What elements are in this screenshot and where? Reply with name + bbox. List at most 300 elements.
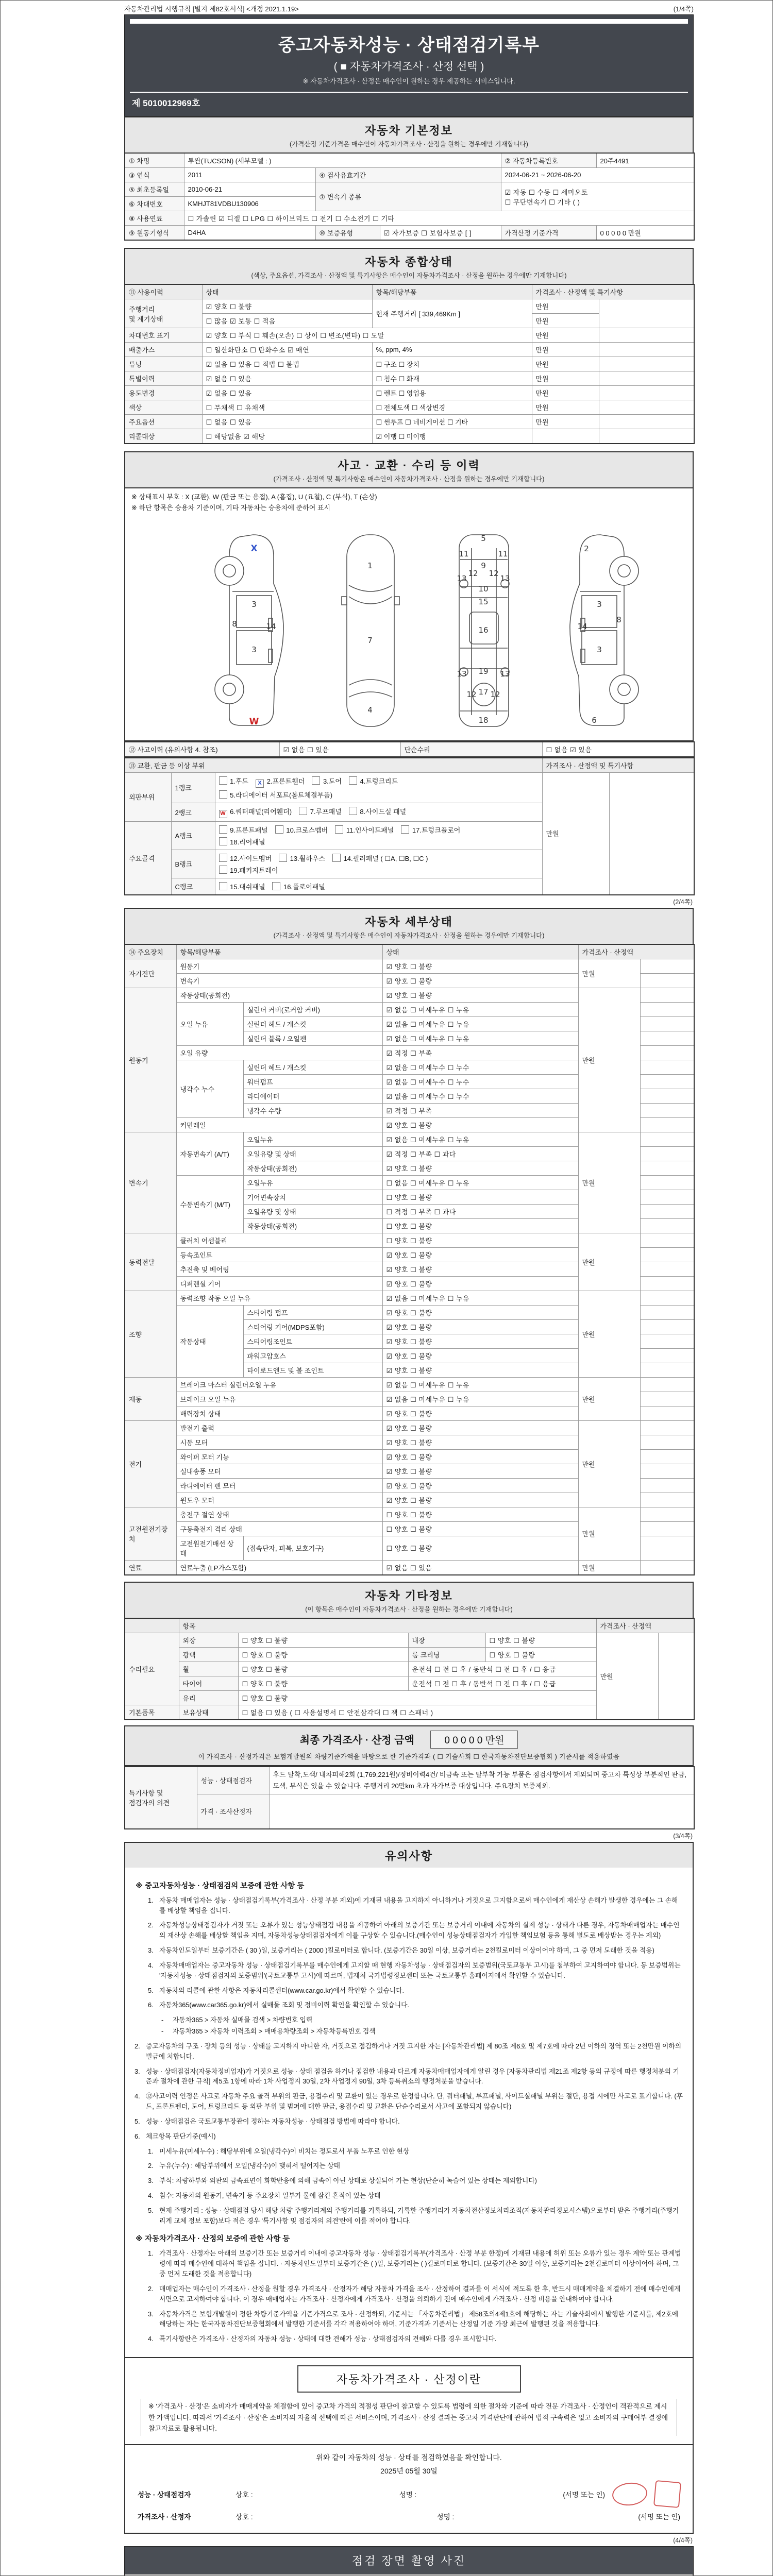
item-label: 브레이크 마스터 실린더오일 누유: [176, 1377, 382, 1392]
polish-checkboxes[interactable]: ☐ 양호 ☐ 불량: [238, 1647, 408, 1662]
document-number: 제 5010012969호: [130, 92, 688, 112]
accident-history-table: [124, 741, 695, 757]
polish-label: 광택: [179, 1647, 238, 1662]
wheel-checkboxes[interactable]: ☐ 양호 ☐ 불량: [238, 1662, 408, 1676]
notice-item: [148, 1920, 683, 1941]
price-cell: 만원: [578, 1233, 640, 1291]
notice-item-number: 4.: [148, 2335, 154, 2343]
rank-label: 1랭크: [171, 772, 215, 803]
checkbox-group[interactable]: ☑ 없음 ☐ 있음 ☐ 적법 ☐ 불법: [202, 357, 372, 371]
checkbox-group[interactable]: ☑ 양호 ☐ 불량: [382, 1363, 578, 1377]
note-cell: [640, 1291, 694, 1305]
summary-row-label: 리콜대상: [125, 429, 202, 444]
checkbox-group[interactable]: ☐ 무채색 ☐ 유채색: [202, 400, 372, 415]
appraiser-company-field: 상호 :: [236, 2513, 253, 2521]
note-cell: [640, 1334, 694, 1348]
item-label: 라디에이터 팬 모터: [176, 1478, 382, 1493]
rank-label: B랭크: [171, 850, 215, 878]
summary-item-cell: %, ppm, 4%: [372, 343, 532, 357]
plate-label: ② 자동차등록번호: [501, 153, 596, 168]
checkbox-group[interactable]: ☐ 없음 ☐ 미세누유 ☐ 누유: [382, 1175, 578, 1190]
notice-item: [148, 2284, 683, 2304]
simple-repair-checkboxes[interactable]: ☐ 없음 ☑ 있음: [542, 742, 694, 757]
accident-history-checkboxes[interactable]: ☑ 없음 ☐ 있음: [279, 742, 400, 757]
checkbox-group[interactable]: ☑ 없음 ☐ 미세누유 ☐ 누유: [382, 1016, 578, 1031]
checkbox-group[interactable]: ☑ 없음 ☐ 미세누유 ☐ 누유: [382, 1392, 578, 1406]
panel-item-checkbox[interactable]: X 2.프론트휀더: [256, 776, 305, 788]
form-header-row: [124, 1, 694, 14]
note-cell: [609, 772, 694, 895]
etc-header: [124, 1582, 694, 1618]
fuel-label: ⑧ 사용연료: [125, 211, 184, 226]
rank-price-header: 가격조사 · 산정액 및 특기사항: [542, 758, 694, 773]
notice-item: [148, 1945, 683, 1956]
panel-number-label: 19: [478, 666, 489, 676]
notice-item-number: -: [161, 2027, 164, 2036]
notices-body: [124, 1868, 694, 2358]
checkbox-group[interactable]: ☑ 양호 ☐ 불량: [382, 973, 578, 988]
panel-item-checkbox[interactable]: 15.대쉬패널: [219, 882, 265, 891]
detail-subtitle: (가격조사 · 산정액 및 특기사항은 매수인이 자동차가격조사 · 산정을 원하는 경우에만 기재합니다): [273, 931, 545, 939]
panel-item-checkbox[interactable]: 12.사이드멤버: [219, 853, 272, 863]
price-cell: 만원: [532, 357, 599, 371]
note-cell: [640, 1218, 694, 1233]
panel-number-label: 15: [478, 597, 489, 606]
checkbox-group[interactable]: ☐ 일산화탄소 ☐ 탄화수소 ☑ 매연: [202, 343, 372, 357]
notice-item-number: 3.: [135, 2067, 140, 2075]
checkbox-group[interactable]: ☑ 양호 ☐ 불량: [382, 1406, 578, 1420]
exchange-mark-label: X: [250, 543, 258, 554]
note-cell: [640, 1204, 694, 1218]
note-cell: [640, 1478, 694, 1493]
vin-label: ⑥ 차대번호: [125, 197, 184, 211]
checkbox-group[interactable]: ☑ 양호 ☐ 불량: [382, 1464, 578, 1478]
checkbox-group[interactable]: ☑ 없음 ☐ 미세누유 ☐ 누유: [382, 1377, 578, 1392]
price-cell: 만원: [532, 299, 599, 314]
checkbox-icon: [349, 807, 357, 815]
panel-item-checkbox[interactable]: 10.크로스멤버: [275, 825, 328, 835]
panel-item-checkbox[interactable]: 14.필러패널 ( ☐A, ☐B, ☐C ): [332, 853, 428, 863]
subitem-label: 오일유량 및 상태: [243, 1146, 382, 1161]
item-label: 브레이크 오일 누유: [176, 1392, 382, 1406]
note-cell: [640, 1493, 694, 1507]
subitem-label: 타이로드엔드 및 볼 조인트: [243, 1363, 382, 1377]
engine-type-label: ⑨ 원동기형식: [125, 226, 184, 241]
summary-row-label: 주요옵션: [125, 415, 202, 429]
note-cell: [640, 1377, 694, 1392]
price-cell: 만원: [578, 1377, 640, 1420]
item-label: 윈도우 모터: [176, 1493, 382, 1507]
notice-item-number: 1.: [148, 1896, 154, 1904]
subitem-label: 실린더 헤드 / 개스킷: [243, 1060, 382, 1074]
appraisal-definition-body: ※ '가격조사 · 산정'은 소비자가 매매계약을 체결함에 있어 중고차 가격의 적절성 판단에 참고할 수 있도록 법령에 의한 절차와 기준에 따라 전문 가격조사 · 산정인이 객관적으로 제시한 가액입니다. 따라서 '가격조사 · 산정'은 소비자의 자율적 선택에 따른 서비스이며, 가격조사 · 산정 결과는 중고차 가격판단에 관하여 법적 구속력은 없고 소비자의 구매여부 결정에 참고자료로 활용됩니다.: [141, 2399, 677, 2436]
notice-item-text: 가격조사 · 산정자는 아래의 보증기간 또는 보증거리 이내에 중고자동차 성능 · 상태점검기록부(가격조사 · 산정 부분 한정)에 기재된 내용에 허위 또는 오류가 있는 경우 계약 또는 관계법령에 따라 매수인에 대하여 책임을 집니다. · 자동차인도일부터 보증기간은 ( )일, 보증거리는 ( )킬로미터로 합니다. (보증기간은 30일 이상, 보증거리는 2천킬로미터 이상이어야 하며, 그 중 먼저 도래한 것을 적용합니다): [159, 2249, 681, 2278]
notice-item: [148, 2191, 683, 2201]
summary-item-cell: 현재 주행거리 [ 339,469Km ]: [372, 299, 532, 328]
notice-item-text: 현재 주행거리 : 성능 · 상태점검 당시 해당 차량 주행거리계의 주행거리를 기록하되, 기록한 주행거리가 자동차전산정보처리조직(자동차관리정보시스템)으로부터 받은 주행거리(주행거리계 교체 정보 포함)보다 적은 경우 '특기사항 및 점검자의 의견'란에 이를 적어야 합니다.: [159, 2206, 679, 2225]
checkbox-group[interactable]: ☑ 양호 ☐ 불량: [382, 1262, 578, 1276]
checkbox-group[interactable]: ☑ 양호 ☐ 불량: [382, 1117, 578, 1132]
checkbox-group[interactable]: ☐ 없음 ☐ 있음: [202, 415, 372, 429]
notice-item-text: 침수: 자동차의 원동기, 변속기 등 주요장치 일부가 물에 잠긴 흔적이 있는 상태: [159, 2192, 381, 2199]
subitem-label: 오일누유: [243, 1175, 382, 1190]
item-label: 작동상태: [176, 1305, 243, 1377]
checkbox-group[interactable]: ☑ 없음 ☐ 미세누수 ☐ 누수: [382, 1060, 578, 1074]
subitem-label: 기어변속장치: [243, 1190, 382, 1204]
notices-intro: ※ 중고자동차성능 · 상태점검의 보증에 관한 사항 등: [136, 1882, 305, 1890]
checkbox-group[interactable]: ☑ 양호 ☐ 불량: [382, 1493, 578, 1507]
checkbox-group[interactable]: ☐ 양호 ☐ 불량: [382, 1507, 578, 1521]
summary-row-label: 특별이력: [125, 371, 202, 386]
device-group-label: 원동기: [125, 988, 176, 1132]
warranty-type-checkboxes[interactable]: ☑ 자가보증 ☐ 보험사보증 [ ]: [380, 226, 501, 241]
checkbox-icon: [219, 825, 227, 834]
price-cell: 만원: [532, 343, 599, 357]
notice-item: [148, 2176, 683, 2186]
notice-item-text: 매매업자는 매수인이 가격조사 · 산정을 원할 경우 가격조사 · 산정자가 해당 자동차 가격을 조사 · 산정하여 결과를 이 서식에 적도록 한 후, 반드시 매매계약을 체결하기 전에 매수인에게 서면으로 고지하여야 합니다. 이 경우 매매업자는 가격조사 · 산정자에게 가격조사 · 산정을 의뢰하기 전에 매수인에게 가격조사 · 산정 비용을 안내하여야 합니다.: [159, 2284, 681, 2303]
panel-item-checkbox[interactable]: 13.휠하우스: [279, 853, 325, 863]
panel-item-checkbox[interactable]: 8.사이드실 패널: [349, 806, 406, 816]
red-seal-icon: [653, 2480, 681, 2508]
subitem-label: 실린더 커버(로커암 커버): [243, 1002, 382, 1016]
subitem-label: 실린더 헤드 / 개스킷: [243, 1016, 382, 1031]
panel-item-checkbox[interactable]: 1.후드: [219, 776, 249, 786]
note-cell: [599, 386, 694, 400]
panel-number-label: 3: [251, 599, 257, 609]
rank-label: A랭크: [171, 821, 215, 850]
notice-item-text: 체크항목 판단기준(예시): [146, 2132, 216, 2140]
note-cell: [640, 1016, 694, 1031]
inspector-opinion-text: 후드 탈착,도색/ 내차피해2회 (1,769,221원)/정비이력4건/ 비금속 또는 탈부착 가능 부품은 점검사항에서 제외되며 중고차 특성상 부분적인 판금, 도색, 부식은 있을 수 있습니다. 주행거리 20만km 초과 자가보증 대상입니다. 주요장치 보증제외.: [269, 1767, 694, 1794]
table-row: [125, 988, 694, 1002]
panel-items-cell: [215, 878, 542, 895]
final-price-note: 이 가격조사 · 산정가격은 보험개발원의 차량기준가액을 바탕으로 한 기준가격과 ( ☐ 기술사회 ☐ 한국자동차진단보증협회 ) 기준서를 적용하였음: [198, 1753, 620, 1760]
table-row: [125, 386, 694, 400]
checkbox-group[interactable]: ☑ 없음 ☐ 미세누유 ☐ 누유: [382, 1291, 578, 1305]
notice-item: [135, 2041, 683, 2062]
panel-number-label: 10: [478, 584, 489, 594]
price-cell: [532, 429, 599, 444]
panel-number-label: 2: [584, 544, 589, 553]
item-label: 동력조향 작동 오일 누유: [176, 1291, 382, 1305]
table-row: [125, 343, 694, 357]
note-cell: [640, 1449, 694, 1464]
item-label: 자동변속기 (A/T): [176, 1132, 243, 1175]
page-number-4: (4/4쪽): [673, 2537, 693, 2545]
page-number-3: (3/4쪽): [673, 1832, 693, 1840]
wheel-position-checkboxes[interactable]: 운전석 ☐ 전 ☐ 후 / 동반석 ☐ 전 ☐ 후 / ☐ 응급: [408, 1662, 596, 1676]
car-name-label: ① 차명: [125, 153, 184, 168]
notice-item: [148, 1986, 683, 1996]
possession-checkboxes[interactable]: ☐ 없음 ☐ 있음 ( ☐ 사용설명서 ☐ 안전삼각대 ☐ 잭 ☐ 스패너 ): [238, 1705, 596, 1720]
room-cleaning-label: 룸 크리닝: [408, 1647, 485, 1662]
table-row: [125, 415, 694, 429]
checkbox-group[interactable]: ☑ 양호 ☐ 불량: [382, 1420, 578, 1435]
checkbox-group[interactable]: ☑ 없음 ☐ 미세누수 ☐ 누수: [382, 1089, 578, 1103]
rank-label: 2랭크: [171, 803, 215, 821]
note-cell: [640, 1247, 694, 1262]
checkbox-group[interactable]: ☑ 양호 ☐ 불량: [382, 1478, 578, 1493]
appraiser-sign-label: 가격조사 · 산정자: [138, 2513, 191, 2521]
notice-item-number: 3.: [148, 2177, 154, 2185]
notice-item: [135, 2066, 683, 2087]
panel-number-label: 13: [457, 669, 467, 679]
checkbox-icon: [275, 825, 283, 834]
room-cleaning-checkboxes[interactable]: ☐ 양호 ☐ 불량: [485, 1647, 596, 1662]
device-group-label: 자기진단: [125, 959, 176, 988]
subitem-label: 오일누유: [243, 1132, 382, 1146]
checkbox-icon: [219, 837, 227, 845]
note-cell: [640, 1536, 694, 1560]
notice-item-text: 누유(누수) : 해당부위에서 오일(냉각수)이 맺혀서 떨어지는 상태: [159, 2162, 340, 2170]
mark-legend-note: ※ 상태표시 부호 : X (교환), W (판금 또는 용접), A (흠집), U (요철), C (부식), T (손상): [131, 493, 377, 501]
panel-item-checkbox[interactable]: 3.도어: [312, 776, 342, 786]
checkbox-group[interactable]: ☐ 양호 ☐ 불량: [382, 1233, 578, 1247]
transmission-checkboxes[interactable]: ☑ 자동 ☐ 수동 ☐ 세미오토 ☐ 무단변속기 ☐ 기타 ( ): [501, 182, 694, 211]
table-row: [125, 1233, 694, 1247]
inspection-period-label: ④ 검사유효기간: [315, 168, 501, 182]
note-cell: [640, 1132, 694, 1146]
basic-info-subtitle: (가격산정 기준가격은 매수인이 자동차가격조사 · 산정을 원하는 경우에만 기재합니다): [290, 141, 528, 148]
panel-item-checkbox[interactable]: 17.트렁크플로어: [401, 825, 460, 835]
checkbox-group[interactable]: ☑ 양호 ☐ 불량: [382, 1161, 578, 1175]
note-cell: [640, 1233, 694, 1247]
detail-header: [124, 908, 694, 944]
item-label: 오일 유량: [176, 1045, 382, 1060]
checkbox-group[interactable]: ☑ 양호 ☐ 불량: [202, 299, 372, 314]
detail-title: 자동차 세부상태: [365, 915, 453, 928]
appraiser-opinion-text: [269, 1794, 694, 1829]
panel-item-checkbox[interactable]: 7.루프패널: [299, 806, 342, 816]
etc-col-price: 가격조사 · 산정액: [596, 1618, 694, 1633]
glass-checkboxes[interactable]: ☐ 양호 ☐ 불량: [238, 1690, 596, 1705]
note-cell: [640, 1074, 694, 1089]
note-cell: [599, 400, 694, 415]
notices-title: 유의사항: [384, 1849, 433, 1862]
etc-title: 자동차 기타정보: [365, 1589, 453, 1602]
tire-position-checkboxes[interactable]: 운전석 ☐ 전 ☐ 후 / 동반석 ☐ 전 ☐ 후 / ☐ 응급: [408, 1676, 596, 1690]
checkbox-group[interactable]: ☑ 없음 ☐ 있음: [202, 371, 372, 386]
table-row: [125, 429, 694, 444]
checkbox-group[interactable]: ☐ 적정 ☐ 부족 ☐ 과다: [382, 1204, 578, 1218]
accident-header: [124, 451, 694, 487]
tire-checkboxes[interactable]: ☐ 양호 ☐ 불량: [238, 1676, 408, 1690]
inspector-sign-label: 성능 · 상태점검자: [138, 2491, 191, 2499]
checkbox-group[interactable]: ☑ 없음 ☐ 미세누유 ☐ 누유: [382, 1031, 578, 1045]
x-mark-icon: X: [256, 779, 264, 788]
table-row: [125, 772, 694, 803]
rank-label: C랭크: [171, 878, 215, 895]
note-cell: [640, 1406, 694, 1420]
notice-item-number: 4.: [135, 2092, 140, 2100]
checkbox-icon: [299, 807, 307, 815]
checkbox-icon: [219, 882, 227, 890]
panel-item-checkbox[interactable]: 4.트렁크리드: [349, 776, 398, 786]
notice-item-number: 5.: [148, 1986, 154, 1994]
first-registration-label: ⑤ 최초등록일: [125, 182, 184, 197]
subitem-label: 스티어링 기어(MDPS포함): [243, 1319, 382, 1334]
panel-number-label: 8: [232, 619, 237, 629]
notice-item: [135, 2116, 683, 2127]
engine-type-value: D4HA: [184, 226, 315, 241]
notice-item: [148, 1960, 683, 1981]
subitem-label: 실린더 블록 / 오일팬: [243, 1031, 382, 1045]
table-row: [125, 357, 694, 371]
rank-table-header: ⑬ 교환, 판금 등 이상 부위: [125, 758, 542, 773]
accident-history-label: ⑫ 사고이력 (유의사항 4. 참조): [125, 742, 279, 757]
device-group-label: 전기: [125, 1420, 176, 1507]
note-cell: [599, 429, 694, 444]
price-cell: 만원: [532, 415, 599, 429]
summary-row-label: 차대번호 표기: [125, 328, 202, 343]
item-label: 수동변속기 (M/T): [176, 1175, 243, 1233]
wheel-label: 휠: [179, 1662, 238, 1676]
possession-label: 보유상태: [179, 1705, 238, 1720]
device-group-label: 동력전달: [125, 1233, 176, 1291]
exterior-checkboxes[interactable]: ☐ 양호 ☐ 불량: [238, 1633, 408, 1647]
summary-col-item: 항목/해당부품: [372, 284, 532, 299]
accident-subtitle: (가격조사 · 산정액 및 특기사항은 매수인이 자동차가격조사 · 산정을 원하는 경우에만 기재합니다): [273, 476, 545, 483]
note-cell: [640, 973, 694, 988]
panel-section-label: 주요골격: [125, 821, 171, 895]
checkbox-group[interactable]: ☐ 해당없음 ☑ 해당: [202, 429, 372, 444]
price-cell: 만원: [578, 1560, 640, 1575]
checkbox-icon: [312, 776, 320, 785]
price-cell: 만원: [532, 371, 599, 386]
item-label: 작동상태(공회전): [176, 988, 382, 1002]
note-cell: [640, 1319, 694, 1334]
table-row: [125, 1132, 694, 1146]
summary-row-label: 주행거리 및 계기상태: [125, 299, 202, 328]
fuel-checkboxes[interactable]: ☐ 가솔린 ☑ 디젤 ☐ LPG ☐ 하이브리드 ☐ 전기 ☐ 수소전기 ☐ 기타: [184, 211, 694, 226]
checkbox-group[interactable]: ☑ 적정 ☐ 부족: [382, 1045, 578, 1060]
interior-checkboxes[interactable]: ☐ 양호 ☐ 불량: [485, 1633, 596, 1647]
checkbox-group[interactable]: ☑ 양호 ☐ 불량: [382, 959, 578, 973]
final-price-band: [124, 1725, 694, 1766]
weld-mark-label: W: [249, 716, 259, 727]
summary-item-cell: ☑ 이행 ☐ 미이행: [372, 429, 532, 444]
detail-col-price: 가격조사 · 산정액: [578, 944, 694, 959]
item-label: 변속기: [176, 973, 382, 988]
note-cell: [640, 1392, 694, 1406]
checkbox-group[interactable]: ☑ 양호 ☐ 불량: [382, 988, 578, 1002]
notices-header: [124, 1842, 694, 1868]
checkbox-group[interactable]: ☑ 양호 ☐ 부식 ☐ 훼손(오손) ☐ 상이 ☐ 변조(변타) ☐ 도말: [202, 328, 532, 343]
panel-number-label: 12: [468, 568, 478, 578]
basic-items-label: 기본품목: [125, 1705, 179, 1720]
summary-item-cell: ☐ 침수 ☐ 화재: [372, 371, 532, 386]
panel-item-checkbox[interactable]: 5.라디에이터 서포트(볼트체결부품): [219, 790, 333, 800]
checkbox-group[interactable]: ☐ 양호 ☐ 불량: [382, 1536, 578, 1560]
panel-item-checkbox[interactable]: W 6.쿼터패널(리어휀더): [219, 806, 292, 818]
etc-col-item: 항목: [179, 1618, 596, 1633]
panel-item-checkbox[interactable]: 11.인사이드패널: [335, 825, 394, 835]
notice-item-text: 성능 · 상태점검자(자동차정비업자)가 거짓으로 성능 · 상태 점검을 하거나 점검한 내용과 다르게 자동차매매업자에게 알린 경우 [자동차관리법 제21조 제2항 등의 규정에 따른 행정처분의 기준과 절차에 관한 규칙] 제5조 1항에 따라 1차 사업정지 30일, 2차 사업정지 90일, 3차 등록취소의 행정처분을 받습니다.: [146, 2067, 679, 2086]
detail-col-item: 항목/해당부품: [176, 944, 382, 959]
item-label: 발전기 출력: [176, 1420, 382, 1435]
checkbox-group[interactable]: ☑ 없음 ☐ 있음: [202, 386, 372, 400]
checkbox-group[interactable]: ☑ 양호 ☐ 불량: [382, 1305, 578, 1319]
final-price-value: 0 0 0 0 0 만원: [430, 1731, 518, 1749]
appraiser-sign-hint: (서명 또는 인): [638, 2513, 681, 2521]
tire-label: 타이어: [179, 1676, 238, 1690]
transmission-label: ⑦ 변속기 종류: [315, 182, 501, 211]
notice-item-number: 6.: [148, 2001, 154, 2009]
checkbox-group[interactable]: ☑ 없음 ☐ 미세누수 ☐ 누수: [382, 1074, 578, 1089]
notice-item-number: 6.: [135, 2132, 140, 2140]
checkbox-group[interactable]: ☐ 양호 ☐ 불량: [382, 1190, 578, 1204]
device-group-label: 변속기: [125, 1132, 176, 1233]
panel-item-checkbox[interactable]: 18.리어패널: [219, 837, 265, 846]
notice-item: [148, 2161, 683, 2171]
exterior-label: 외장: [179, 1633, 238, 1647]
etc-table: [124, 1618, 695, 1720]
checkbox-icon: [219, 854, 227, 862]
price-cell: 만원: [532, 386, 599, 400]
checkbox-group[interactable]: ☑ 양호 ☐ 불량: [382, 1319, 578, 1334]
checkbox-group[interactable]: ☐ 많음 ☑ 보통 ☐ 적음: [202, 314, 372, 328]
checkbox-group[interactable]: ☐ 양호 ☐ 불량: [382, 1218, 578, 1233]
checkbox-group[interactable]: ☑ 없음 ☐ 미세누유 ☐ 누유: [382, 1002, 578, 1016]
checkbox-group[interactable]: ☑ 없음 ☐ 있음: [382, 1560, 578, 1575]
checkbox-group[interactable]: ☑ 양호 ☐ 불량: [382, 1435, 578, 1449]
checkbox-group[interactable]: ☑ 적정 ☐ 부족: [382, 1103, 578, 1117]
panel-number-label: 18: [478, 715, 489, 725]
appraiser-sign-row: [138, 2511, 680, 2521]
interior-label: 내장: [408, 1633, 485, 1647]
checkbox-group[interactable]: ☑ 없음 ☐ 미세누유 ☐ 누유: [382, 1132, 578, 1146]
note-cell: [599, 371, 694, 386]
checkbox-icon: [272, 882, 280, 890]
checkbox-group[interactable]: ☑ 양호 ☐ 불량: [382, 1348, 578, 1363]
summary-title: 자동차 종합상태: [365, 256, 453, 268]
table-row: [125, 1507, 694, 1521]
panel-item-checkbox[interactable]: 19.패키지트레이: [219, 865, 278, 875]
subitem-label: 작동상태(공회전): [243, 1218, 382, 1233]
checkbox-group[interactable]: ☑ 양호 ☐ 불량: [382, 1449, 578, 1464]
price-cell: 만원: [578, 959, 640, 988]
panel-number-label: 5: [481, 533, 486, 543]
notice-item-text: 자동차365(www.car365.go.kr)에서 실매물 조회 및 정비이력 확인을 확인할 수 있습니다.: [159, 2001, 409, 2009]
notice-item: [148, 2000, 683, 2010]
checkbox-group[interactable]: ☑ 적정 ☐ 부족 ☐ 과다: [382, 1146, 578, 1161]
checkbox-group[interactable]: ☐ 양호 ☐ 불량: [382, 1521, 578, 1536]
item-label: 배력장치 상태: [176, 1406, 382, 1420]
notice-item-text: 자동차365 > 자동차 이력조회 > 매매용차량조회 > 자동차등록번호 검색: [173, 2027, 376, 2036]
notice-item-text: 자동차 매매업자는 성능 · 상태점검기록부(가격조사 · 산정 부분 제외)에 기재된 내용을 고지하지 아니하거나 거짓으로 고지함으로써 매수인에게 재산상 손해가 발생한 경우에는 그 손해를 배상할 책임을 집니다.: [159, 1896, 678, 1914]
notice-item-number: 2.: [135, 2042, 140, 2050]
item-label: 충전구 절연 상태: [176, 1507, 382, 1521]
note-cell: [640, 1464, 694, 1478]
panel-item-checkbox[interactable]: 9.프론트패널: [219, 825, 268, 835]
notice-item-number: 2.: [148, 2162, 154, 2170]
notice-item-number: 2.: [148, 2284, 154, 2293]
subitem-label: 작동상태(공회전): [243, 1161, 382, 1175]
appraiser-opinion-label: 가격 · 조사산정자: [197, 1794, 269, 1829]
panel-number-label: 7: [367, 635, 373, 645]
checkbox-group[interactable]: ☑ 양호 ☐ 불량: [382, 1334, 578, 1348]
checkbox-icon: [219, 776, 227, 785]
panel-items-cell: [215, 772, 542, 803]
subitem-label: 라디에이터: [243, 1089, 382, 1103]
panel-number-label: 14: [577, 621, 587, 631]
checkbox-group[interactable]: ☑ 양호 ☐ 불량: [382, 1247, 578, 1262]
notice-item: [135, 2091, 683, 2112]
checkbox-group[interactable]: ☑ 양호 ☐ 불량: [382, 1276, 578, 1291]
device-group-label: 연료: [125, 1560, 176, 1575]
panel-item-checkbox[interactable]: 16.플로어패널: [272, 882, 325, 891]
notice-item: [148, 2334, 683, 2344]
